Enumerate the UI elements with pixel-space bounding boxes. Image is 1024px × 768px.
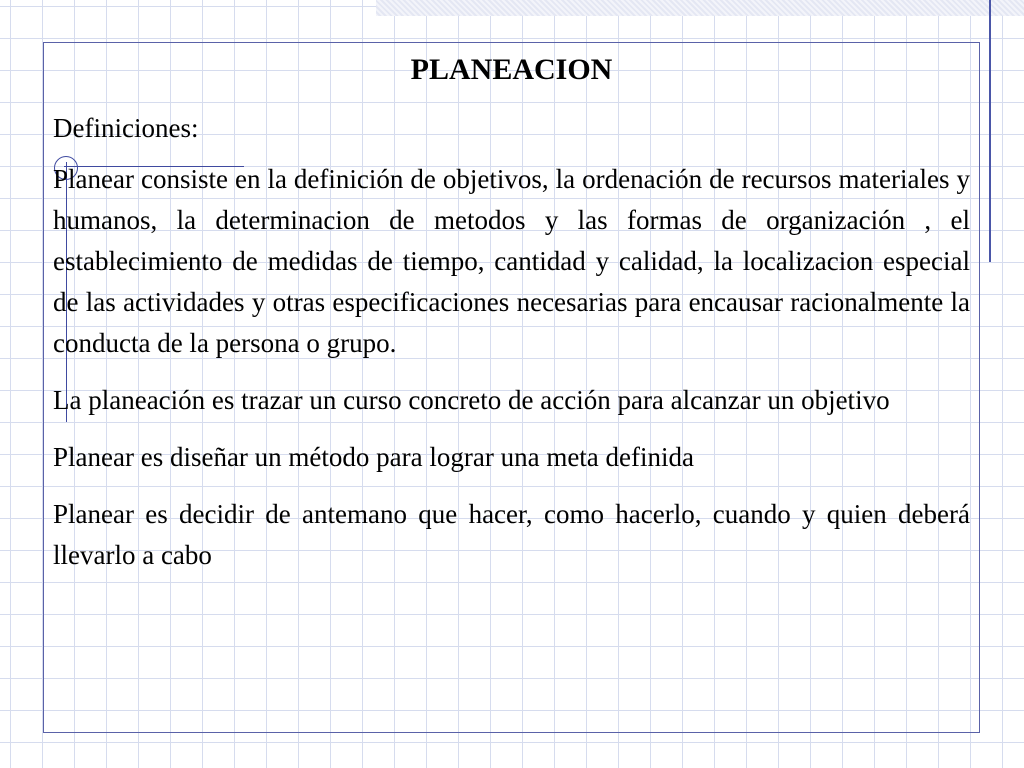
- definition-paragraph-4: Planear es decidir de antemano que hacer, como hacerlo, cuando y quien deberá llevarlo a cabo: [53, 499, 970, 570]
- slide-body: [53, 108, 970, 592]
- definition-paragraph-1: Planear consiste en la definición de objetivos, la ordenación de recursos materiales y humanos, la determinacion de metodos y las formas de organización , el establecimiento de medidas de tiempo, cantidad y calidad, la localizacion especial de las actividades y otras especificaciones necesarias para encausar racionalmente la conducta de la persona o grupo.: [53, 164, 970, 358]
- slide-title: PLANEACION: [410, 53, 613, 86]
- decorative-top-band: [376, 0, 1024, 16]
- decorative-vertical-line: [989, 0, 991, 262]
- definition-paragraph-2: La planeación es trazar un curso concreto de acción para alcanzar un objetivo: [53, 385, 890, 415]
- definition-paragraph-3: Planear es diseñar un método para lograr una meta definida: [53, 442, 694, 472]
- definitions-heading: Definiciones:: [53, 113, 199, 143]
